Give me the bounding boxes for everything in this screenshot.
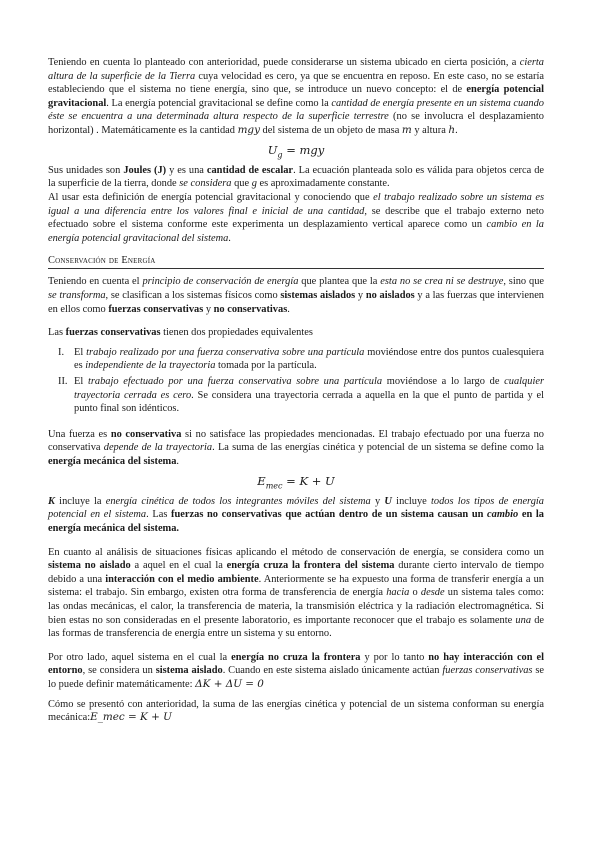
list-item: II. El trabajo efectuado por una fuerza conservativa sobre una partícula moviéndose a lo largo de cualquier trayectoria cerrada es cero. Se considera una trayectoria cerrada a aquella en la que el punto de partida y el punto final son idénticos. <box>58 375 544 415</box>
paragraph-potential-energy-intro: Teniendo en cuenta lo planteado con anterioridad, puede considerarse un sistema ubicado en cierta posición, a cierta altura de la superficie de la Tierra cuya velocidad es cero, ya que se encuentra en reposo. En este caso, no se estaría estableciendo que el sistema no tiene energía, sino que, se introduce un nuevo concepto: el de energía potencial gravitacional. La energía potencial gravitacional se define como la cantidad de energía presente en un sistema cuando éste se encuentra a una determinada altura respecto de la superficie terrestre (no se involucra el desplazamiento horizontal) . Matemáticamente es la cantidad mgy del sistema de un objeto de masa m y altura h. <box>48 57 545 136</box>
properties-list <box>48 346 544 416</box>
paragraph-conservation-principle: Teniendo en cuenta el principio de conservación de energía que plantea que la esta no se crea ni se destruye, sino que se transforma, se clasifican a los sistemas físicos como sistemas aislados y no aislados y a las fuerzas que intervienen en ellos como fuerzas conservativas y no conservativas. <box>48 276 545 315</box>
section-heading-conservation: Conservación de Energía <box>48 255 544 269</box>
paragraph-units: Sus unidades son Joules (J) y es una cantidad de escalar. La ecuación planteada solo es válida para objetos cerca de la superficie de la tierra, donde se considera que g es aproximadamente constante. <box>48 164 545 190</box>
paragraph-conservative-forces: Las fuerzas conservativas tienen dos propiedades equivalentes <box>48 327 313 339</box>
formula-potential-energy: $U_g$ = mgy <box>267 142 325 159</box>
paragraph-kinetic-potential: K incluye la energía cinética de todos los integrantes móviles del sistema y U incluye todos los tipos de energía potencial en el sistema. Las fuerzas no conservativas que actúan dentro de un sistema causan un cambio en la energía mecánica del sistema. <box>48 495 545 535</box>
paragraph-non-conservative: Una fuerza es no conservativa si no satisface las propiedades mencionadas. El trabajo efectuado por una fuerza no conservativa depende de la trayectoria. La suma de las energías cinética y potencial de un sistema se define como la energía mecánica del sistema. <box>48 428 545 467</box>
paragraph-work-definition: Al usar esta definición de energía potencial gravitacional y conociendo que el trabajo realizado sobre un sistema es igual a una diferencia entre los valores final e inicial de una cantidad, se describe que el trabajo externo neto efectuado sobre el sistema conforme este experimenta un desplazamiento vertical aparece como un cambio en la energía potencial gravitacional del sistema. <box>48 192 544 244</box>
paragraph-isolated-system: Por otro lado, aquel sistema en el cual la energía no cruza la frontera y por lo tanto no hay interacción con el entorno, se considera un sistema aislado. Cuando en este sistema aislado únicamente actúan fuerzas conservativas se lo puede definir matemáticamente: ΔK + ΔU = 0 <box>48 651 544 690</box>
list-item: I. El trabajo realizado por una fuerza conservativa sobre una partícula moviéndose entre dos puntos cualesquiera es independiente de la trayectoria tomada por la partícula. <box>58 346 544 372</box>
paragraph-non-isolated-system: En cuanto al análisis de situaciones físicas aplicando el método de conservación de energía, se considera como un sistema no aislado a aquel en el cual la energía cruza la frontera del sistema durante cierto intervalo de tiempo debido a una interacción con el medio ambiente. Anteriormente se ha expuesto una forma de transferir energía a un sistema: el trabajo. Sin embargo, existen otra forma de transferencia de energía hacia o desde un sistema tales como: las ondas mecánicas, el calor, la transferencia de materia, la transmisión eléctrica y la radiación electromagnética. Si bien estas no son consideradas en el presente laboratorio, es importante reconocer que el trabajo es solamente una de las formas de transferencia de energía entre un sistema y su entorno. <box>48 546 545 640</box>
formula-mechanical-energy: $E_{mec} = K + U$ <box>257 473 335 490</box>
paragraph-mechanical-energy-summary: Cómo se presentó con anterioridad, la suma de las energías cinética y potencial de un sistema conforman su energía mecánica:E_mec = K + U <box>48 698 544 724</box>
